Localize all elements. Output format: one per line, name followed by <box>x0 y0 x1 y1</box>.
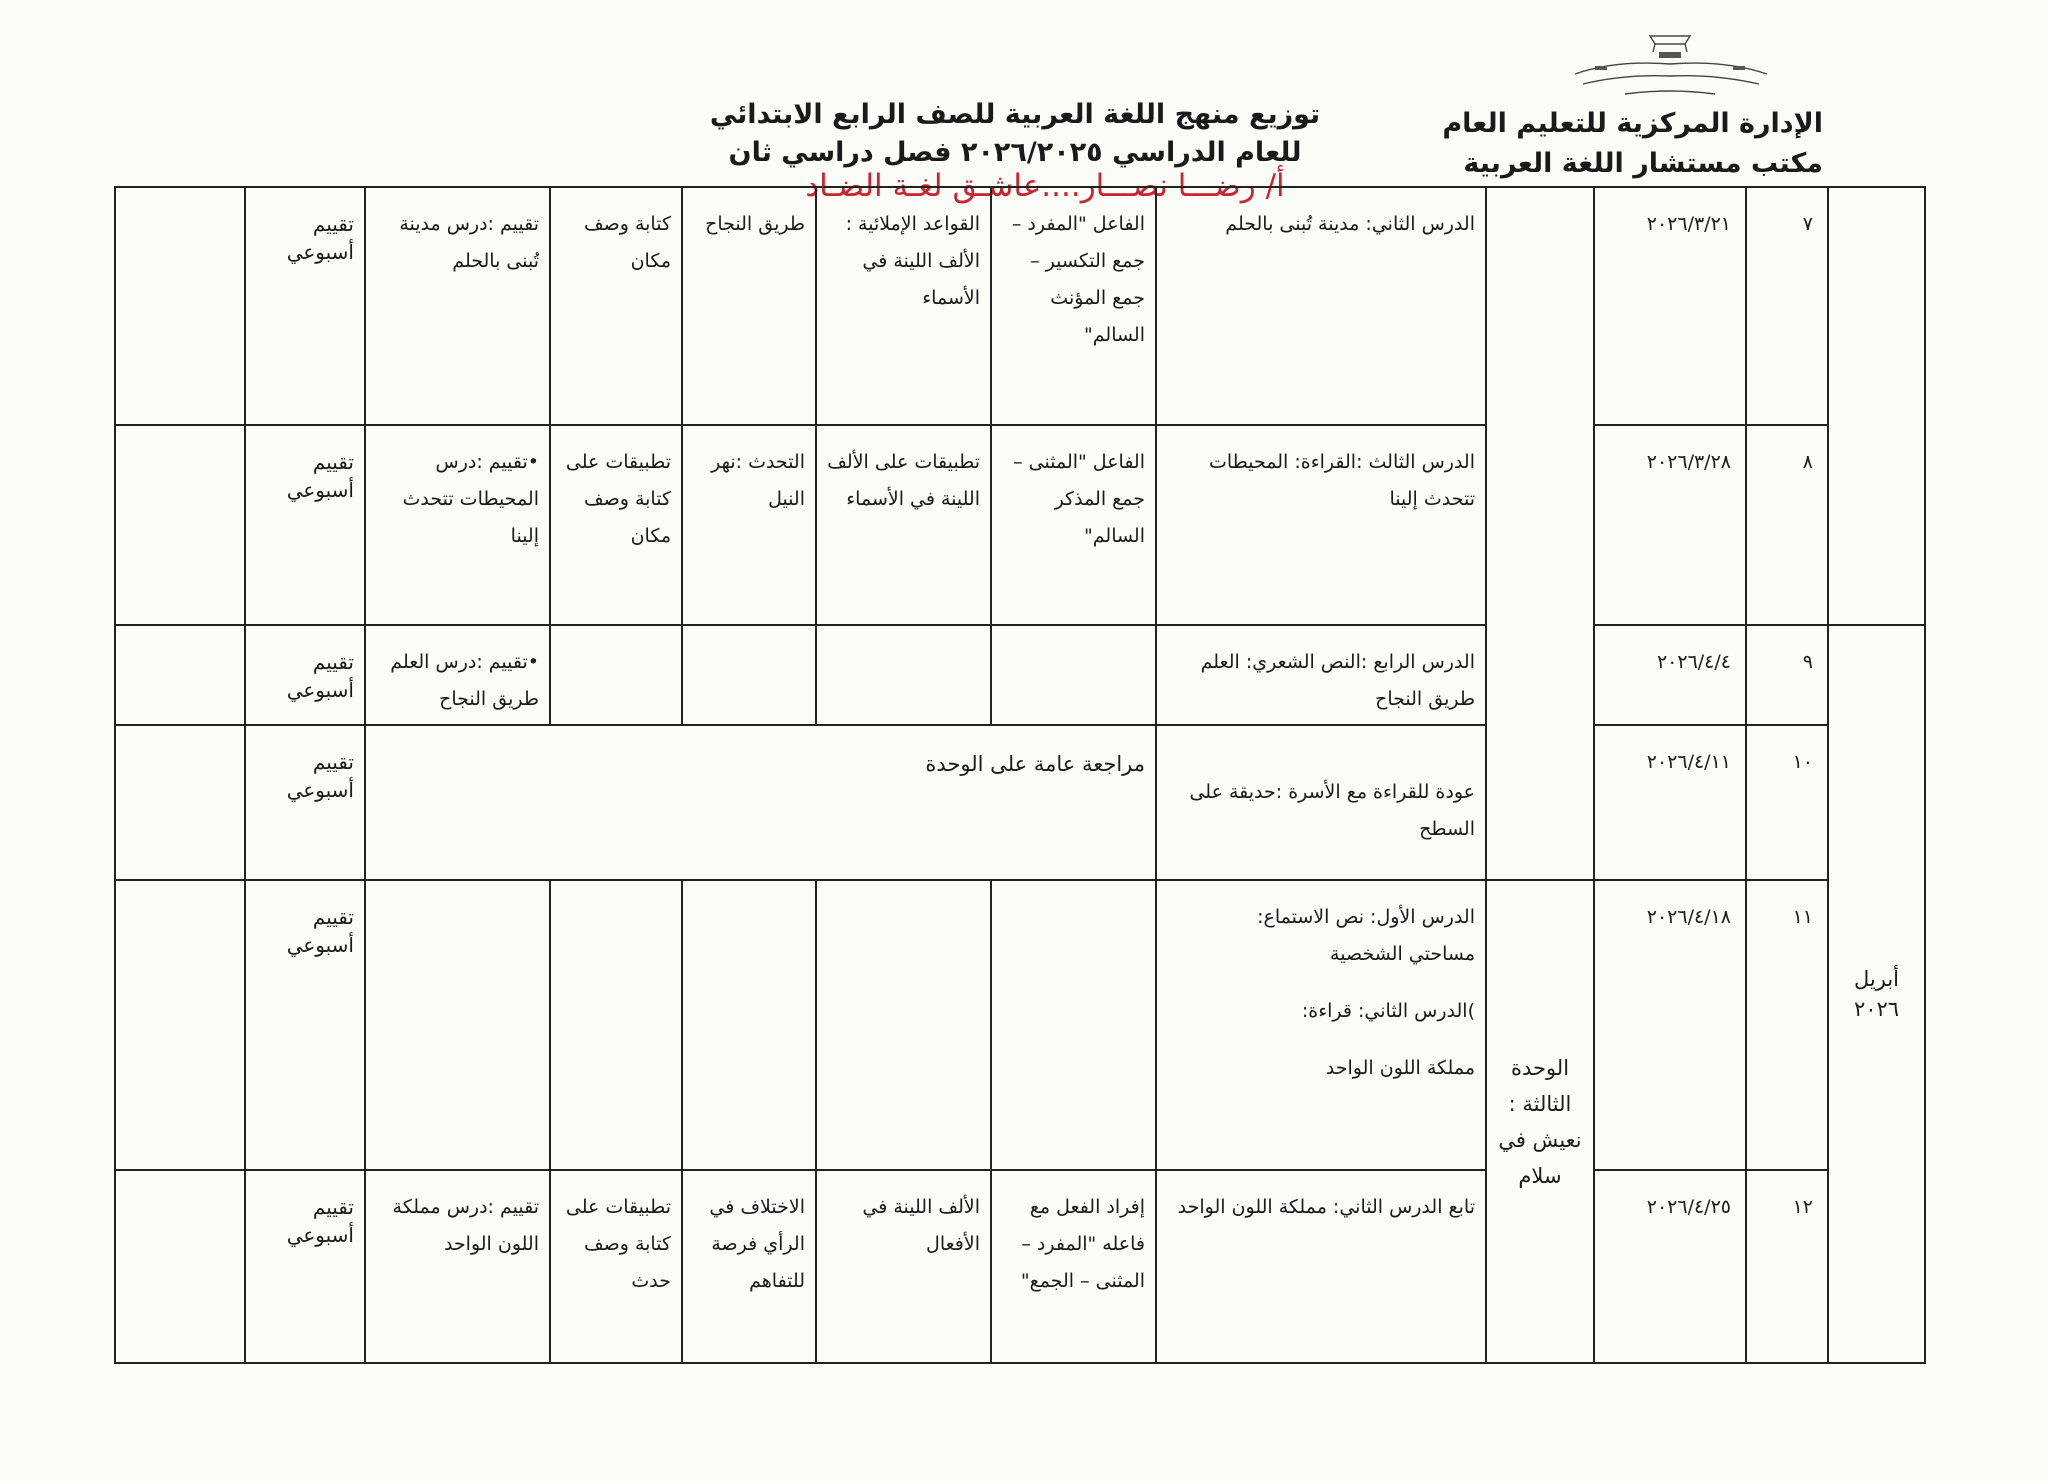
table-row <box>115 1170 1925 1363</box>
unit-cell <box>1486 187 1594 880</box>
writing-cell: تطبيقات على كتابة وصف حدث <box>550 1170 682 1363</box>
lesson-cell: عودة للقراءة مع الأسرة :حديقة على السطح <box>1156 725 1486 880</box>
org-line-1: الإدارة المركزية للتعليم العام <box>1442 108 1823 139</box>
speaking-cell <box>682 880 816 1170</box>
month-label: أبريل ٢٠٢٦ <box>1853 967 1900 1021</box>
weekly-assessment-cell: تقييم أسبوعي <box>245 880 365 1170</box>
ministry-logo <box>1555 30 1785 108</box>
writing-cell: تطبيقات على كتابة وصف مكان <box>550 425 682 625</box>
speaking-cell: التحدث :نهر النيل <box>682 425 816 625</box>
weekly-assessment-cell: تقييم أسبوعي <box>245 725 365 880</box>
lesson-cell: الدرس الثاني: مدينة تُبنى بالحلم <box>1156 187 1486 425</box>
title-line-2: للعام الدراسي ٢٠٢٦/٢٠٢٥ فصل دراسي ثان <box>728 137 1302 168</box>
week-number-cell: ١٠ <box>1746 725 1828 880</box>
assessment-cell <box>365 880 550 1170</box>
spelling-cell <box>816 625 991 725</box>
month-cell <box>1828 187 1925 625</box>
grammar-cell <box>991 880 1156 1170</box>
lesson-cell: الدرس الثالث :القراءة: المحيطات تتحدث إلينا <box>1156 425 1486 625</box>
speaking-cell <box>682 625 816 725</box>
table-row <box>115 187 1925 425</box>
week-number-cell: ٧ <box>1746 187 1828 425</box>
spelling-cell: الألف اللينة في الأفعال <box>816 1170 991 1363</box>
spelling-cell: تطبيقات على الألف اللينة في الأسماء <box>816 425 991 625</box>
weekly-assessment-cell: تقييم أسبوعي <box>245 625 365 725</box>
writing-cell <box>550 880 682 1170</box>
curriculum-table <box>114 186 1926 1364</box>
weekly-assessment-cell: تقييم أسبوعي <box>245 1170 365 1363</box>
grammar-cell: إفراد الفعل مع فاعله "المفرد – المثنى – الجمع" <box>991 1170 1156 1363</box>
spelling-cell <box>816 880 991 1170</box>
table-row <box>115 880 1925 1170</box>
org-line-2: مكتب مستشار اللغة العربية <box>1463 148 1823 179</box>
unit-review-cell: مراجعة عامة على الوحدة <box>365 725 1156 880</box>
assessment-cell: تقييم :درس مملكة اللون الواحد <box>365 1170 550 1363</box>
week-number-cell: ٨ <box>1746 425 1828 625</box>
notes-cell <box>115 1170 245 1363</box>
lesson-line: الدرس الأول: نص الاستماع: <box>1257 906 1475 928</box>
assessment-cell: •تقييم :درس المحيطات تتحدث إلينا <box>365 425 550 625</box>
week-number-cell: ١١ <box>1746 880 1828 1170</box>
date-cell: ٢٠٢٦/٤/٤ <box>1594 625 1746 725</box>
notes-cell <box>115 725 245 880</box>
assessment-cell: تقييم :درس مدينة تُبنى بالحلم <box>365 187 550 425</box>
grammar-cell: الفاعل "المثنى – جمع المذكر السالم" <box>991 425 1156 625</box>
organization-block <box>1403 104 1823 184</box>
unit-title: الوحدة الثالثة : نعيش في سلام <box>1498 1055 1582 1188</box>
week-number-cell: ٩ <box>1746 625 1828 725</box>
speaking-cell: طريق النجاح <box>682 187 816 425</box>
title-line-1: توزيع منهج اللغة العربية للصف الرابع الابتدائي <box>709 99 1321 130</box>
lesson-cell: الدرس الرابع :النص الشعري: العلم طريق النجاح <box>1156 625 1486 725</box>
spelling-cell: القواعد الإملائية : الألف اللينة في الأسماء <box>816 187 991 425</box>
date-cell: ٢٠٢٦/٤/١١ <box>1594 725 1746 880</box>
writing-cell <box>550 625 682 725</box>
grammar-cell: الفاعل "المفرد – جمع التكسير – جمع المؤنث السالم" <box>991 187 1156 425</box>
date-cell: ٢٠٢٦/٤/٢٥ <box>1594 1170 1746 1363</box>
date-cell: ٢٠٢٦/٣/٢٨ <box>1594 425 1746 625</box>
week-number-cell: ١٢ <box>1746 1170 1828 1363</box>
table-row <box>115 625 1925 725</box>
lesson-line: مساحتي الشخصية <box>1330 943 1475 965</box>
weekly-assessment-cell: تقييم أسبوعي <box>245 187 365 425</box>
grammar-cell <box>991 625 1156 725</box>
unit-title-cell <box>1486 880 1594 1363</box>
lesson-cell: تابع الدرس الثاني: مملكة اللون الواحد <box>1156 1170 1486 1363</box>
date-cell: ٢٠٢٦/٣/٢١ <box>1594 187 1746 425</box>
date-cell: ٢٠٢٦/٤/١٨ <box>1594 880 1746 1170</box>
lesson-line: مملكة اللون الواحد <box>1325 1057 1475 1079</box>
month-cell-april <box>1828 625 1925 1363</box>
notes-cell <box>115 625 245 725</box>
writing-cell: كتابة وصف مكان <box>550 187 682 425</box>
notes-cell <box>115 425 245 625</box>
table-row <box>115 425 1925 625</box>
notes-cell <box>115 880 245 1170</box>
document-title <box>690 96 1340 172</box>
table-row <box>115 725 1925 880</box>
notes-cell <box>115 187 245 425</box>
assessment-cell: •تقييم :درس العلم طريق النجاح <box>365 625 550 725</box>
lesson-line: )الدرس الثاني: قراءة: <box>1301 1000 1475 1022</box>
weekly-assessment-cell: تقييم أسبوعي <box>245 425 365 625</box>
teacher-credit: أ/ رضـــا نصـــار....عاشـق لغـة الضـاد <box>805 168 1285 204</box>
speaking-cell: الاختلاف في الرأي فرصة للتفاهم <box>682 1170 816 1363</box>
lesson-cell <box>1156 880 1486 1170</box>
